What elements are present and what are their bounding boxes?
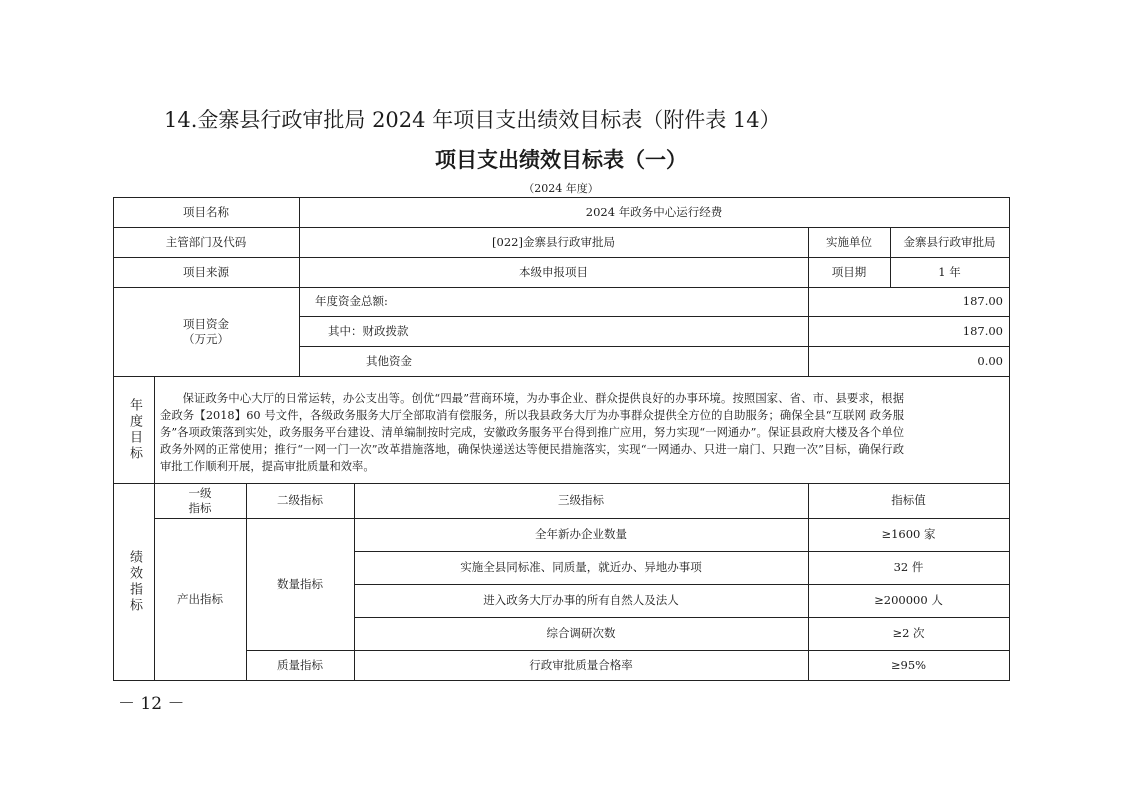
page-number: － 12 －	[118, 694, 185, 714]
funds-label-line1: 项目资金	[183, 316, 229, 331]
project-name-label: 项目名称	[183, 204, 229, 219]
funds-label	[113, 287, 299, 376]
output-indicator-label: 产出指标	[177, 591, 223, 606]
indicator-name: 实施全县同标准、同质量，就近办、异地办事项	[460, 560, 702, 575]
period-value: 1 年	[938, 264, 961, 279]
total-funds-label: 年度资金总额:	[315, 294, 388, 309]
fiscal-funds-value: 187.00	[962, 323, 1003, 338]
table-border-right	[1009, 197, 1010, 681]
quantity-indicator-label: 数量指标	[277, 576, 323, 591]
fiscal-funds-label: 其中：财政拨款	[328, 323, 409, 338]
indicator-name: 进入政务大厅办事的所有自然人及法人	[483, 593, 679, 608]
indicator-name: 全年新办企业数量	[535, 527, 627, 542]
indicator-value: ≥1600 家	[881, 527, 936, 542]
period-label: 项目期	[831, 264, 867, 279]
performance-label: 绩效指标	[126, 549, 142, 614]
impl-unit-value: 金寨县行政审批局	[903, 234, 996, 249]
quality-indicator-label: 质量指标	[277, 657, 323, 672]
annual-goal-text: 保证政务中心大厅的日常运转，办公支出等。创优“四最”营商环境，为办事企业、群众提供良好的办事环境。按照国家、省、市、县要求，根据金政务【2018】60 号文件，各级政务服务大厅全部取消有偿服务，所以我县政务大厅为办事群众提供全方位的自助服务；确保全县“互联网 政务服务”各项政策落到实处，政务服务平台建设、清单编制按时完成，安徽政务服务平台得到推广应用，努力实现“一网通办”。保证县政府大楼及各个单位政务外网的正常使用；推行“一网一门一次”改革措施落地，确保快递送达等便民措施落实，实现“一网通办、只进一扇门、只跑一次”目标，确保行政审批工作顺利开展，提高审批质量和效率。	[160, 392, 904, 473]
indicator-name: 综合调研次数	[546, 626, 616, 641]
col-header-level1-line1: 一级	[188, 485, 212, 500]
other-funds-label: 其他资金	[366, 353, 412, 368]
col-header-level1	[154, 483, 246, 518]
table-title: 项目支出绩效目标表（一）	[435, 147, 687, 172]
funds-label-line2: （万元）	[183, 331, 229, 346]
indicator-value: 32 件	[893, 560, 924, 575]
annual-goal-label: 年度目标	[126, 397, 142, 462]
project-name-value: 2024 年政务中心运行经费	[585, 204, 723, 219]
col-header-level2: 二级指标	[277, 493, 323, 508]
indicator-name: 行政审批质量合格率	[529, 657, 633, 672]
total-funds-value: 187.00	[962, 294, 1003, 309]
indicator-value: ≥2 次	[892, 626, 925, 641]
impl-unit-label: 实施单位	[826, 234, 872, 249]
col-header-value: 指标值	[891, 493, 926, 508]
row-line	[113, 376, 1010, 377]
indicator-value: ≥95%	[890, 657, 927, 672]
col-header-level3: 三级指标	[558, 493, 604, 508]
col-header-level1-line2: 指标	[188, 500, 212, 515]
source-value: 本级申报项目	[519, 264, 588, 279]
table-border-bottom	[113, 680, 1010, 681]
source-label: 项目来源	[183, 264, 229, 279]
dept-value: [022]金寨县行政审批局	[492, 234, 615, 249]
document-heading: 14.金寨县行政审批局 2024 年项目支出绩效目标表（附件表 14）	[164, 108, 781, 132]
dept-label: 主管部门及代码	[165, 234, 247, 249]
indicator-value: ≥200000 人	[874, 593, 943, 608]
table-year: （2024 年度）	[523, 182, 599, 195]
other-funds-value: 0.00	[977, 353, 1003, 368]
